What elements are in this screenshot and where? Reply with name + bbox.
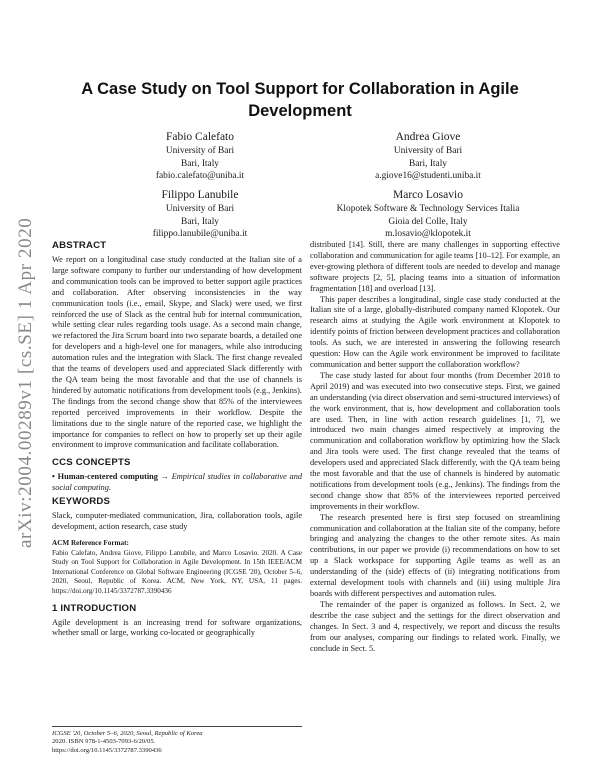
abstract-text: We report on a longitudinal case study conducted at the Italian site of a large software company to further our understanding of how development and communication tools can be improved to better support agile practices and collaboration. After observing inconsistencies in the way communication tools (i.e., email, Skype, and Slack) were used, we first reinforced the use of Slack as the central hub for internal communication, while setting clear rules regarding tools usage. As a second main change, we refactored the Jira Scrum board into two separate boards, a detailed one for developers and a high-level one for managers, while also introducing automation rules and the integration with Slack. The first change revealed that the teams of developers used and appreciated Slack differently with the QA team being the most favorable and that the use of channels is hindered by automatic notifications from development tools (e.g., Jenkins). The findings from the second change show that 85% of the interviewees reported perceived improvements in their workflow. Despite the limitations due to the single nature of the reported case, we highlight the importance for companies to reflect on how to properly set up their agile environment to improve communication and facilitate collaboration. <box>52 255 302 450</box>
ccs-arrow: → <box>157 472 172 482</box>
author-affiliation: University of Bari <box>165 146 235 156</box>
keywords-heading: KEYWORDS <box>52 496 111 508</box>
acm-reference-text: Fabio Calefato, Andrea Giove, Filippo Lanubile, and Marco Losavio. 2020. A Case Study on Tool Support for Collaboration in Agile Development. In 15th IEEE/ACM International Conference on Global Software Engineering (ICGSE '20), October 5–6, 2020, Seoul, Republic of Korea. ACM, New York, NY, USA, 11 pages. https://doi.org/10.1145/3372787.3390436 <box>52 548 302 595</box>
left-column <box>52 240 302 639</box>
body-paragraph: distributed [14]. Still, there are many challenges in supporting effective collaboration and communication for agile teams [10–12]. For example, an ever-growing plethora of different tools are needed to develop and manage software projects [2, 5], placing teams into a situation of information fragmentation [18] and overload [13]. <box>310 240 560 293</box>
arxiv-identifier: arXiv:2004.00289v1 [cs.SE] 1 Apr 2020 <box>15 217 36 548</box>
acm-reference-label: ACM Reference Format: <box>52 538 129 547</box>
acm-reference <box>52 539 302 597</box>
body-paragraph: The research presented here is first step focused on streamlining communication and collaboration at the Italian site of the company, before bringing and analyzing the changes to the other remote sites. As main contributions, in our paper we provide (i) recommendations on how to set up a Slack workspace for supporting Agile teams as well as an understanding of the (side) effects of (ii) integrating notifications from external development tools with channels and (iii) using multiple Jira boards with different perspectives and automation rules. <box>310 512 560 598</box>
right-column <box>310 240 560 654</box>
author-block <box>100 130 300 183</box>
footer-doi[interactable]: https://doi.org/10.1145/3372787.3390436 <box>52 746 162 754</box>
introduction-heading: 1 INTRODUCTION <box>52 602 137 614</box>
author-email[interactable]: fabio.calefato@uniba.it <box>155 171 245 182</box>
author-block <box>300 188 556 241</box>
introduction-text: Agile development is an increasing trend for software organizations, whether small or large, working co-located or geographically <box>52 617 302 638</box>
footer-conference: ICGSE '20, October 5–6, 2020, Seoul, Republic of Korea <box>52 730 203 737</box>
author-affiliation: University of Bari <box>393 146 463 156</box>
author-name: Marco Losavio <box>393 189 463 201</box>
author-block <box>100 188 300 241</box>
author-name: Fabio Calefato <box>165 131 235 143</box>
body-paragraph: The case study lasted for about four months (from December 2018 to April 2019) and was executed into two consecutive steps. First, we gained an understanding (via direct observation and semi-structured interviews) of the work environment, that is, how development and collaboration tools are used. Then, in line with action research guidelines [1, 7], we introduced two main changes aimed respectively at improving the communication and collaboration workflow by optimizing how the Slack and Jira tools were used. The first change revealed that the teams of developers used and appreciated Slack differently, with the QA team being the most favorable and that the use of channels is hindered by automatic notifications from development tools (e.g., Jenkins). The findings from the second change show that 85% of the interviewees reported perceived improvements in their workflow. <box>310 370 560 511</box>
footer-isbn: 2020. ISBN 978-1-4503-7093-6/20/05. <box>52 738 156 746</box>
paper-title: A Case Study on Tool Support for Collaboration in Agile Development <box>81 80 519 120</box>
author-location: Bari, Italy <box>180 158 219 169</box>
body-paragraph: The remainder of the paper is organized as follows. In Sect. 2, we describe the case subject and the settings for the direct observation and changes. In Sect. 3 and 4, respectively, we report and discuss the results from our analyses, comparing our findings to related work. Finally, we conclude in Sect. 5. <box>310 599 560 653</box>
abstract-heading: ABSTRACT <box>52 240 107 251</box>
author-location: Bari, Italy <box>408 158 447 169</box>
author-email[interactable]: filippo.lanubile@uniba.it <box>152 229 248 240</box>
author-email[interactable]: a.giove16@studenti.uniba.it <box>375 171 481 182</box>
author-name: Filippo Lanubile <box>161 189 239 201</box>
copyright-footer <box>52 726 302 755</box>
ccs-heading: CCS CONCEPTS <box>52 457 131 469</box>
author-location: Bari, Italy <box>180 216 219 227</box>
author-affiliation: Klopotek Software & Technology Services Italia <box>336 204 520 214</box>
ccs-concept <box>52 472 302 494</box>
author-location: Gioia del Colle, Italy <box>388 216 468 227</box>
body-paragraph: This paper describes a longitudinal, single case study conducted at the Italian site of a large, globally-distributed company named Klopotek. Our research aims at studying the Agile work environment at Klopotek to identify points of friction between development practices and collaboration tools. As such, we are interested in answering the following research question: How can the Agile work environment be improved to facilitate communication and better support the collaboration workflow? <box>310 294 560 369</box>
author-block <box>328 130 528 183</box>
author-name: Andrea Giove <box>395 131 461 143</box>
ccs-concept-bold: • Human-centered computing <box>52 472 158 482</box>
keywords-text: Slack, computer-mediated communication, Jira, collaboration tools, agile development, action research, case study <box>52 511 302 532</box>
author-email[interactable]: m.losavio@klopotek.it <box>385 229 471 240</box>
author-affiliation: University of Bari <box>165 204 235 214</box>
ccs-concept-italic: Empirical studies in collaborative and social computing. <box>52 472 302 493</box>
